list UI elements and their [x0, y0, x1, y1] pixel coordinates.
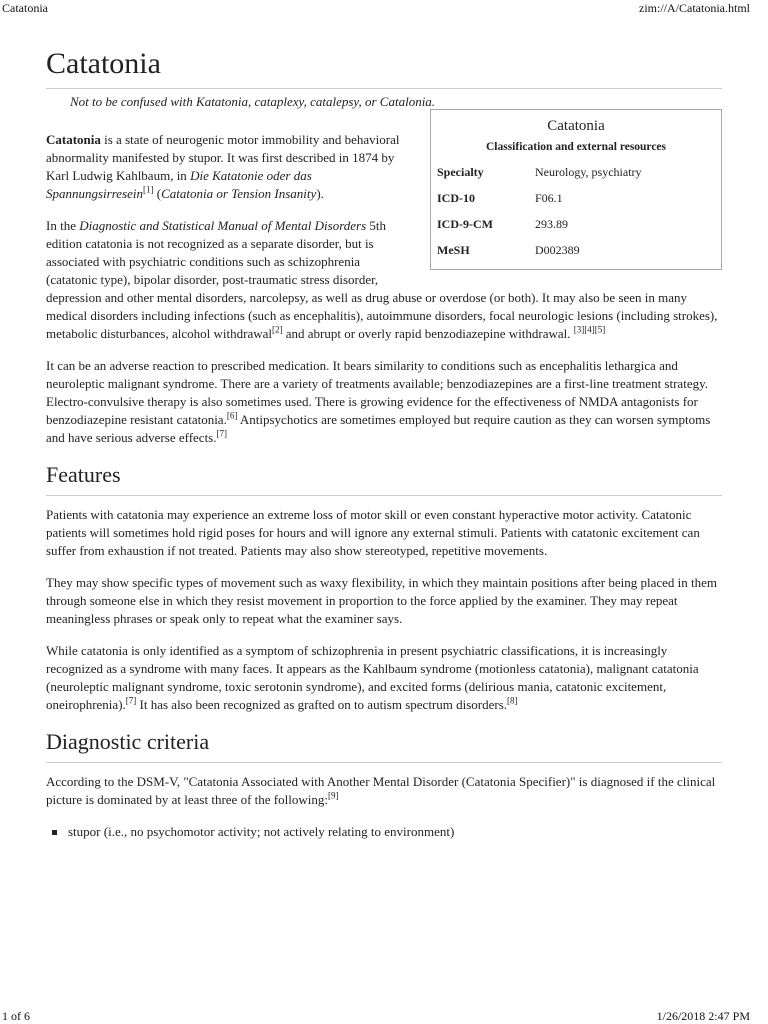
link-italic[interactable]: Diagnostic and Statistical Manual of Mental Disorders — [79, 218, 367, 233]
print-header-url: zim://A/Catatonia.html — [639, 1, 750, 15]
criteria-list — [46, 823, 722, 841]
infobox-value[interactable]: 293.89 — [535, 216, 568, 231]
infobox-key[interactable]: MeSH — [437, 242, 470, 257]
diagnostic-paragraph-1 — [46, 773, 722, 809]
infobox — [430, 109, 722, 270]
text: While catatonia is only identified as a symptom of schizophrenia in present psychiatric classifications, it is increasingly recognized as a syndrome with many faces. It appears as the Kahlbaum syndrome (motionless catatonia), malignant catatonia (neuroleptic malignant syndrome, toxic serotonin syndrome), and excited forms (delirious mania, catatonic excitement, oneirophrenia). — [46, 643, 699, 712]
text: According to the DSM-V, "Catatonia Associated with Another Mental Disorder (Catatonia Specifier)" is diagnosed if the clinical picture is dominated by at least three of the following: — [46, 774, 716, 807]
reference-link[interactable]: [2] — [271, 324, 283, 335]
print-timestamp: 1/26/2018 2:47 PM — [656, 1009, 750, 1023]
infobox-row-icd9 — [431, 211, 721, 237]
infobox-subtitle: Classification and external resources — [485, 141, 667, 153]
section-heading-diagnostic: Diagnostic criteria — [46, 728, 722, 763]
italic-text: Catatonia or Tension Insanity — [161, 186, 317, 201]
print-header — [0, 0, 768, 16]
print-header-title: Catatonia — [2, 1, 48, 15]
reference-link[interactable]: [7] — [125, 695, 137, 706]
section-heading-features: Features — [46, 461, 722, 496]
features-paragraph-3 — [46, 642, 722, 714]
text: It can be an adverse reaction to prescribed medication. It bears similarity to conditions such as encephalitis lethargica and neuroleptic malignant syndrome. There are a variety of treatments available; benzodiazepines are a first-line treatment strategy. Electro-convulsive therapy is also sometimes used. There is growing evidence for the effectiveness of NMDA antagonists for benzodiazepine resistant catatonia. — [46, 358, 708, 427]
infobox-key[interactable]: ICD-9-CM — [437, 216, 493, 231]
reference-link[interactable]: [8] — [507, 695, 518, 706]
page-title: Catatonia — [46, 46, 722, 89]
features-paragraph-2: They may show specific types of movement such as waxy flexibility, in which they maintain positions after being placed in them through someone else in which they resist movement in proportion to the force applied by the examiner. They may repeat meaningless phrases or speak only to repeat what the examiner says. — [46, 575, 718, 626]
infobox-value[interactable]: F06.1 — [535, 190, 563, 205]
text: 5th edition catatonia is not recognized as a separate disorder, but is associated with psychiatric conditions such as schizophrenia (catatonic type), bipolar disorder, post-traumatic stress disorder, depression and other mental disorders, narcolepsy, as well as drug abuse or overdose (or both). It may also be seen in many medical disorders including infections (such as encephalitis), autoimmune disorders, focal neurologic lesions (including strokes), metabolic disturbances, alcohol withdrawal — [46, 218, 718, 341]
text: ( — [153, 186, 162, 201]
text: In the — [46, 218, 80, 233]
reference-link[interactable]: [9] — [327, 790, 339, 801]
reference-link[interactable]: [3][4][5] — [573, 324, 606, 335]
list-item: stupor (i.e., no psychomotor activity; not actively relating to environment) — [62, 823, 722, 841]
link-italic[interactable]: Die Katatonie oder das Spannungsirresein — [46, 168, 312, 201]
text: and abrupt or overly rapid benzodiazepine withdrawal. — [282, 326, 571, 341]
article — [46, 46, 722, 841]
infobox-row-icd10 — [431, 185, 721, 211]
infobox-key: Specialty — [437, 164, 484, 179]
reference-link[interactable]: [7] — [216, 428, 227, 439]
reference-link[interactable]: [1] — [143, 184, 154, 195]
infobox-title: Catatonia — [547, 118, 605, 134]
print-footer — [0, 1008, 768, 1024]
intro-paragraph-3 — [46, 357, 722, 447]
reference-link[interactable]: [6] — [226, 410, 238, 421]
hatnote: Not to be confused with Katatonia, cataplexy, catalepsy, or Catalonia. — [70, 94, 436, 109]
page-count: 1 of 6 — [2, 1009, 30, 1023]
text: ). — [316, 186, 324, 201]
infobox-row-mesh — [431, 237, 721, 263]
text: It has also been recognized as grafted on to autism spectrum disorders. — [136, 697, 508, 712]
text: is a state of neurogenic motor immobility and behavioral abnormality manifested by stupor. It was first described in 1874 by Karl Ludwig Kahlbaum, in — [46, 132, 400, 183]
bold-term: Catatonia — [46, 132, 101, 147]
infobox-value[interactable]: Neurology, psychiatry — [535, 164, 642, 179]
features-paragraph-1: Patients with catatonia may experience an extreme loss of motor skill or even constant hyperactive motor activity. Catatonic patients will sometimes hold rigid poses for hours and will ignore any external stimuli. Patients with catatonic excitement can suffer from exhaustion if not treated. Patients may also show stereotyped, repetitive movements. — [46, 507, 700, 558]
infobox-key[interactable]: ICD-10 — [437, 190, 475, 205]
infobox-value[interactable]: D002389 — [535, 242, 580, 257]
infobox-row-specialty — [431, 159, 721, 185]
text: Antipsychotics are sometimes employed but require caution as they can worsen symptoms and have serious adverse effects. — [46, 412, 711, 445]
